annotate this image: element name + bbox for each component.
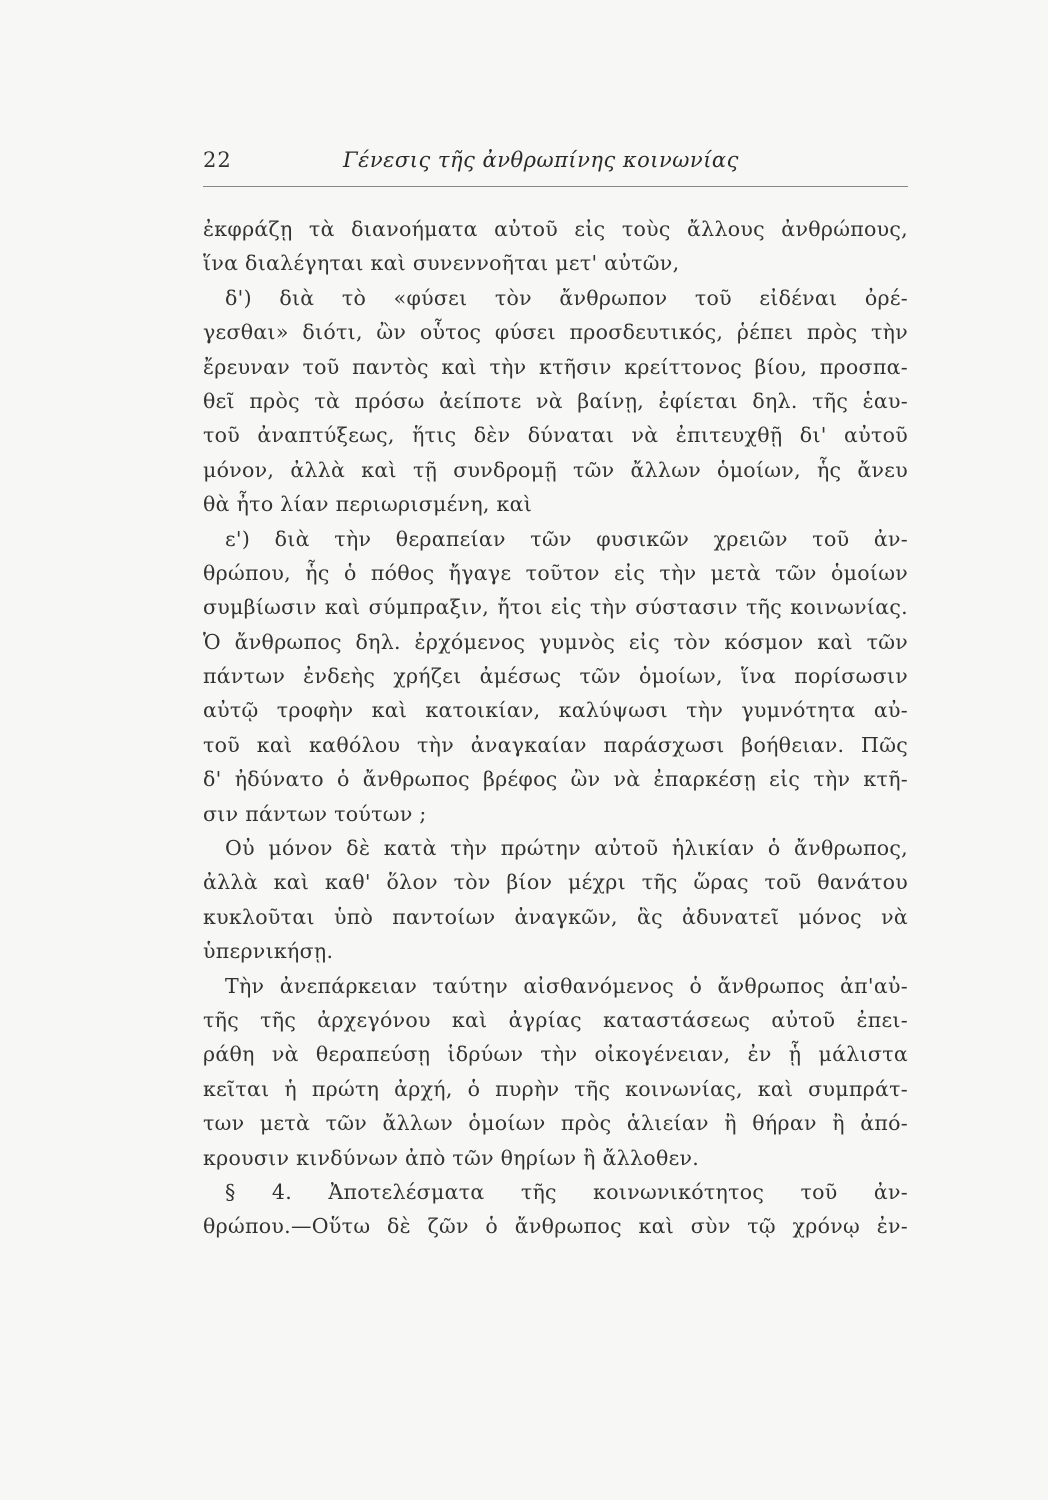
text-line: θρώπου.—Οὕτω δὲ ζῶν ὁ ἄνθρωπος καὶ σὺν τῷ χρόνῳ ἐν- xyxy=(203,1214,908,1239)
running-title: Γένεσις τῆς ἀνθρωπίνης κοινωνίας xyxy=(343,148,739,172)
text-line: δ') διὰ τὸ «φύσει τὸν ἄνθρωπον τοῦ εἰδέναι ὀρέ- xyxy=(225,285,908,310)
text-line: κρουσιν κινδύνων ἀπὸ τῶν θηρίων ἢ ἄλλοθεν. xyxy=(203,1145,700,1170)
text-line: γεσθαι» διότι, ὢν οὗτος φύσει προσδευτικός, ῥέπει πρὸς τὴν xyxy=(203,320,908,345)
text-line: θὰ ἦτο λίαν περιωρισμένη, καὶ xyxy=(203,492,533,517)
text-line: ἀλλὰ καὶ καθ' ὅλον τὸν βίον μέχρι τῆς ὥρας τοῦ θανάτου xyxy=(203,870,908,895)
text-line: ἐκφράζῃ τὰ διανοήματα αὐτοῦ εἰς τοὺς ἄλλους ἀνθρώπους, xyxy=(203,217,908,241)
text-line: κυκλοῦται ὑπὸ παντοίων ἀναγκῶν, ἃς ἀδυνατεῖ μόνος νὰ xyxy=(203,904,908,929)
text-line: θρώπου, ἧς ὁ πόθος ἤγαγε τοῦτον εἰς τὴν μετὰ τῶν ὁμοίων xyxy=(203,560,908,585)
text-line: συμβίωσιν καὶ σύμπραξιν, ἤτοι εἰς τὴν σύστασιν τῆς κοινωνίας. xyxy=(203,595,908,620)
text-line: Ὁ ἄνθρωπος δηλ. ἐρχόμενος γυμνὸς εἰς τὸν κόσμον καὶ τῶν xyxy=(203,629,908,654)
text-line: των μετὰ τῶν ἄλλων ὁμοίων πρὸς ἁλιείαν ἢ θήραν ἢ ἀπό- xyxy=(203,1111,908,1136)
text-line: κεῖται ἡ πρώτη ἀρχή, ὁ πυρὴν τῆς κοινωνίας, καὶ συμπράτ- xyxy=(203,1076,908,1101)
text-line: μόνον, ἀλλὰ καὶ τῇ συνδρομῇ τῶν ἄλλων ὁμοίων, ἧς ἄνευ xyxy=(203,457,908,482)
body-text xyxy=(203,212,908,1244)
text-line: ὑπερνικήσῃ. xyxy=(203,939,334,964)
page-number: 22 xyxy=(203,148,232,172)
text-line: πάντων ἐνδεὴς χρήζει ἀμέσως τῶν ὁμοίων, ἵνα πορίσωσιν xyxy=(203,664,908,689)
text-line: δ' ἠδύνατο ὁ ἄνθρωπος βρέφος ὢν νὰ ἐπαρκέσῃ εἰς τὴν κτῆ- xyxy=(203,767,908,792)
header-rule xyxy=(203,186,908,187)
section-heading-line: § 4. Ἀποτελέσματα τῆς κοινωνικότητος τοῦ ἀν- xyxy=(225,1179,908,1204)
text-line: ράθη νὰ θεραπεύσῃ ἱδρύων τὴν οἰκογένειαν, ἐν ᾗ μάλιστα xyxy=(203,1042,908,1067)
text-line: θεῖ πρὸς τὰ πρόσω ἀείποτε νὰ βαίνῃ, ἐφίεται δηλ. τῆς ἑαυ- xyxy=(203,388,908,413)
text-line: Τὴν ἀνεπάρκειαν ταύτην αἰσθανόμενος ὁ ἄνθρωπος ἀπ'αὐ- xyxy=(225,973,908,998)
text-line: ἵνα διαλέγηται καὶ συνεννοῆται μετ' αὐτῶν, xyxy=(203,251,680,276)
text-line: αὐτῷ τροφὴν καὶ κατοικίαν, καλύψωσι τὴν γυμνότητα αὐ- xyxy=(203,698,908,723)
text-line: ἔρευναν τοῦ παντὸς καὶ τὴν κτῆσιν κρείττονος βίου, προσπα- xyxy=(203,354,908,379)
text-line: τοῦ καὶ καθόλου τὴν ἀναγκαίαν παράσχωσι βοήθειαν. Πῶς xyxy=(203,732,908,757)
text-line: τοῦ ἀναπτύξεως, ἥτις δὲν δύναται νὰ ἐπιτευχθῇ δι' αὐτοῦ xyxy=(203,423,908,448)
text-line: σιν πάντων τούτων ; xyxy=(203,801,427,826)
text-line: τῆς τῆς ἀρχεγόνου καὶ ἀγρίας καταστάσεως αὐτοῦ ἐπει- xyxy=(203,1007,908,1032)
text-line: ε') διὰ τὴν θεραπείαν τῶν φυσικῶν χρειῶν τοῦ ἀν- xyxy=(225,526,908,551)
text-line: Οὐ μόνον δὲ κατὰ τὴν πρώτην αὐτοῦ ἡλικίαν ὁ ἄνθρωπος, xyxy=(225,836,908,861)
